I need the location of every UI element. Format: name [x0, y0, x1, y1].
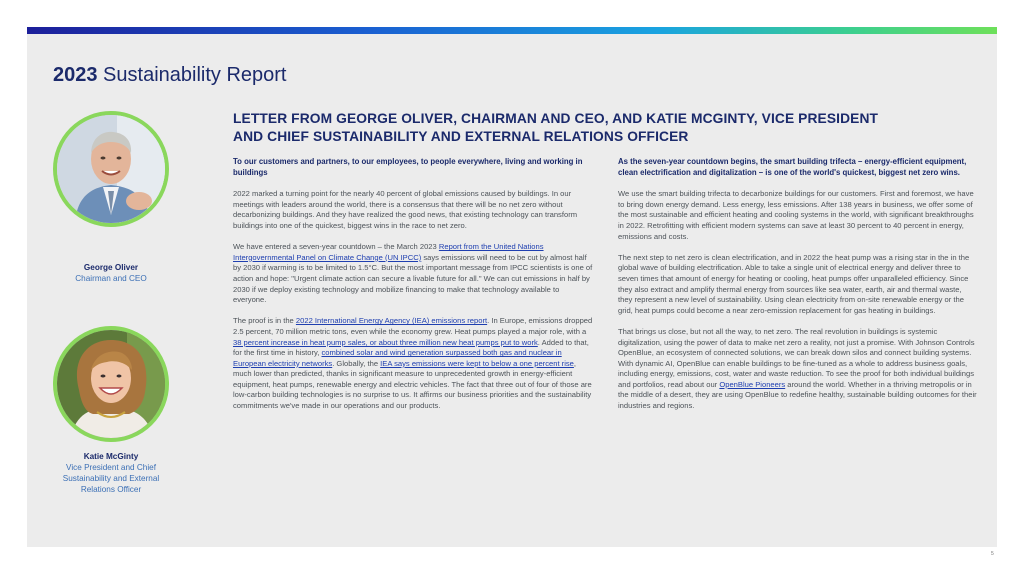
- text-span: . Added to that, for the first time in history,: [233, 337, 589, 358]
- letter-column-right: [618, 157, 978, 422]
- george-oliver-role: Chairman and CEO: [75, 274, 147, 283]
- george-oliver-name: George Oliver: [83, 263, 139, 272]
- right-paragraph-2: The next step to net zero is clean electrification, and in 2022 the heat pump was a rising star in the in the global wave of building electrification. Able to take a single unit of electrical energy and deliver three to seven times that amount of energy for heating or cooling, heat pumps offer unparalleled efficiency. Since they also extract and amplify thermal energy from sources like sea water, earth, air and thermal waste, they represent a new level of sustainability. Using clean electricity from on-site renewable energy or the grid, heat pumps could become a near zero-emission replacement for gas heating in buildings.: [618, 252, 970, 315]
- george-oliver-caption: [31, 262, 191, 284]
- right-paragraph-1: We use the smart building trifecta to decarbonize buildings for our customers. First and foremost, we have to bring down energy demand. Less energy, less emissions. After 138 years in business, we offer some of the most sustainable and efficient heating and cooling systems in the world, with significant breakthroughs in 2022. Retrofitting with efficient modern systems can save at least 30 percent to 40 percent in energy, emissions and costs.: [618, 189, 974, 241]
- report-title-text: Sustainability Report: [97, 64, 287, 86]
- text-span: around the world. Whether in a thriving metropolis or in the middle of a desert, they are using OpenBlue to redefine healthy, sustainable building outcomes for their industries and regions.: [618, 379, 977, 411]
- letter-heading-line-1: LETTER FROM GEORGE OLIVER, CHAIRMAN AND CEO, AND KATIE MCGINTY, VICE PRESIDENT: [233, 111, 879, 126]
- iea-emissions-rise-link[interactable]: IEA says emissions were kept to below a one percent rise: [380, 358, 574, 368]
- un-ipcc-report-link[interactable]: Report from the United Nations Intergovernmental Panel on Climate Change (UN IPCC): [233, 242, 544, 262]
- george-oliver-photo: [53, 111, 169, 227]
- page-number: 5: [991, 551, 994, 557]
- text-span: says emissions will need to be cut by almost half by 2030 if warming is to be limited to 1.5°C. But the most important message from IPCC scientists is one of action and hope: "Urgent climate action can secure a livable future for all." We can cut emissions in half by 2030 if we deploy existing technology and mobilize financing to make that technology available to everyone.: [233, 252, 593, 305]
- letter-column-left: [233, 157, 593, 422]
- text-span: . Globally, the: [332, 358, 381, 368]
- text-span: The proof is in the: [233, 316, 296, 326]
- letter-heading-line-2: AND CHIEF SUSTAINABILITY AND EXTERNAL RELATIONS OFFICER: [233, 129, 689, 144]
- left-paragraph-3: [233, 316, 593, 411]
- left-paragraph-1: 2022 marked a turning point for the nearly 40 percent of global emissions caused by buildings. In our meetings with leaders around the world, there is a consensus that there will be no net zero without decarbonizing buildings. And they have realized the good news, that existing technology can transform buildings into one of the quickest, biggest wins in the race to net zero.: [233, 189, 578, 230]
- katie-mcginty-name: Katie McGinty: [83, 452, 139, 461]
- text-span: , much lower than predicted, thanks in significant measure to unprecedented growth in energy-efficient equipment, heat pumps, renewable energy and electric vehicles. The fact that three out of four of those are low-carbon building technologies is no surprise to us. It affirms our business priorities and the sustainability commitments we've made in our operations and our products.: [233, 358, 592, 411]
- report-title: [53, 64, 286, 87]
- text-span: That brings us close, but not all the way, to net zero. The real revolution in buildings is systemic digitalization, using the power of data to make net zero a reality, not just a promise. With Johnson Controls OpenBlue, an ecosystem of connected solutions, we can break down silos and connect building systems. With dynamic AI, OpenBlue can enable buildings to be fine-tuned as a whole to address business goals, including energy, emissions, cost, water and waste reduction. To see the proof for both individual buildings and portfolios, read about our: [618, 326, 975, 389]
- katie-mcginty-caption: [31, 451, 191, 495]
- left-paragraph-2: [233, 242, 593, 306]
- text-span: We have entered a seven-year countdown – the March 2023: [233, 242, 439, 252]
- katie-mcginty-role-1: Vice President and Chief: [66, 463, 156, 472]
- heat-pump-sales-link[interactable]: 38 percent increase in heat pump sales, or about three million new heat pumps put to work: [233, 337, 538, 347]
- right-lead-paragraph: As the seven-year countdown begins, the smart building trifecta – energy-efficient equipment, clean electrification and digitalization – is one of the world's quickest, biggest net zero wins.: [618, 157, 967, 177]
- right-paragraph-3: [618, 327, 978, 412]
- letter-heading: [233, 110, 953, 146]
- solar-wind-generation-link[interactable]: combined solar and wind generation surpassed both gas and nuclear in European electricity networks: [233, 348, 562, 368]
- openblue-pioneers-link[interactable]: OpenBlue Pioneers: [719, 379, 786, 389]
- portrait-woman-icon: [57, 330, 165, 438]
- report-year: 2023: [53, 64, 98, 86]
- katie-mcginty-photo: [53, 326, 169, 442]
- header-gradient-bar: [27, 27, 997, 34]
- text-span: . In Europe, emissions dropped 2.5 percent, 70 million metric tons, even while the economy grew. Heat pumps played a major role, with a: [233, 316, 593, 336]
- iea-emissions-report-link[interactable]: 2022 International Energy Agency (IEA) emissions report: [295, 316, 488, 326]
- left-lead-paragraph: To our customers and partners, to our employees, to people everywhere, living and working in buildings: [233, 157, 583, 177]
- portrait-man-icon: [57, 115, 165, 223]
- katie-mcginty-role-3: Relations Officer: [80, 485, 142, 494]
- katie-mcginty-role-2: Sustainability and External: [62, 474, 160, 483]
